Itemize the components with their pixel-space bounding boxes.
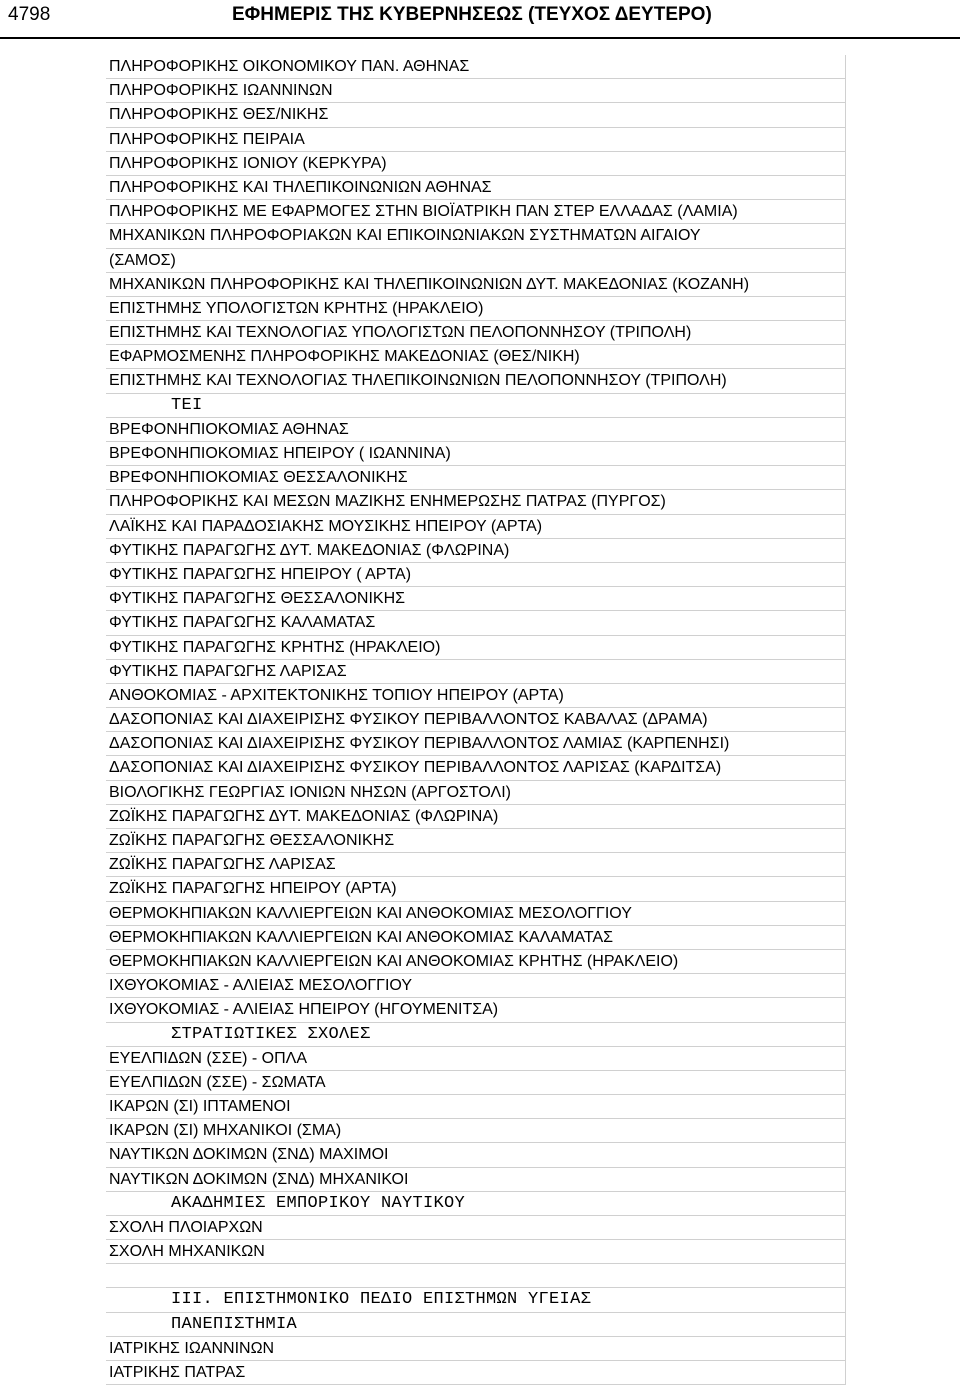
list-item: ΙΧΘΥΟΚΟΜΙΑΣ - ΑΛΙΕΙΑΣ ΜΕΣΟΛΟΓΓΙΟΥ [106, 974, 846, 998]
list-item: ΠΛΗΡΟΦΟΡΙΚΗΣ ΚΑΙ ΤΗΛΕΠΙΚΟΙΝΩΝΙΩΝ ΑΘΗΝΑΣ [106, 176, 846, 200]
list-item: ΦΥΤΙΚΗΣ ΠΑΡΑΓΩΓΗΣ ΚΡΗΤΗΣ (ΗΡΑΚΛΕΙΟ) [106, 636, 846, 660]
list-item: ΒΙΟΛΟΓΙΚΗΣ ΓΕΩΡΓΙΑΣ ΙΟΝΙΩΝ ΝΗΣΩΝ (ΑΡΓΟΣΤΟΛΙ) [106, 781, 846, 805]
list-item: ΖΩΪΚΗΣ ΠΑΡΑΓΩΓΗΣ ΔΥΤ. ΜΑΚΕΔΟΝΙΑΣ (ΦΛΩΡΙΝΑ) [106, 805, 846, 829]
list-item: ΦΥΤΙΚΗΣ ΠΑΡΑΓΩΓΗΣ ΘΕΣΣΑΛΟΝΙΚΗΣ [106, 587, 846, 611]
blank-row [106, 1264, 846, 1288]
list-item: ΕΥΕΛΠΙΔΩΝ (ΣΣΕ) - ΟΠΛΑ [106, 1047, 846, 1071]
section-heading: ΑΚΑΔΗΜΙΕΣ ΕΜΠΟΡΙΚΟΥ ΝΑΥΤΙΚΟΥ [106, 1192, 846, 1216]
list-item: ΛΑΪΚΗΣ ΚΑΙ ΠΑΡΑΔΟΣΙΑΚΗΣ ΜΟΥΣΙΚΗΣ ΗΠΕΙΡΟΥ (ΑΡΤΑ) [106, 515, 846, 539]
list-item: ΙΚΑΡΩΝ (ΣΙ) ΜΗΧΑΝΙΚΟΙ (ΣΜΑ) [106, 1119, 846, 1143]
section-heading: ΣΤΡΑΤΙΩΤΙΚΕΣ ΣΧΟΛΕΣ [106, 1023, 846, 1047]
list-item: ΙΑΤΡΙΚΗΣ ΠΑΤΡΑΣ [106, 1361, 846, 1385]
section-heading: ΠΑΝΕΠΙΣΤΗΜΙΑ [106, 1313, 846, 1337]
list-item: ΜΗΧΑΝΙΚΩΝ ΠΛΗΡΟΦΟΡΙΚΗΣ ΚΑΙ ΤΗΛΕΠΙΚΟΙΝΩΝΙΩΝ ΔΥΤ. ΜΑΚΕΔΟΝΙΑΣ (ΚΟΖΑΝΗ) [106, 273, 846, 297]
list-item: ΖΩΪΚΗΣ ΠΑΡΑΓΩΓΗΣ ΗΠΕΙΡΟΥ (ΑΡΤΑ) [106, 877, 846, 901]
list-item: ΝΑΥΤΙΚΩΝ ΔΟΚΙΜΩΝ (ΣΝΔ) ΜΗΧΑΝΙΚΟΙ [106, 1168, 846, 1192]
list-item: ΠΛΗΡΟΦΟΡΙΚΗΣ ΠΕΙΡΑΙΑ [106, 128, 846, 152]
list-item: ΔΑΣΟΠΟΝΙΑΣ ΚΑΙ ΔΙΑΧΕΙΡΙΣΗΣ ΦΥΣΙΚΟΥ ΠΕΡΙΒΑΛΛΟΝΤΟΣ ΛΑΡΙΣΑΣ (ΚΑΡΔΙΤΣΑ) [106, 756, 846, 780]
journal-title: ΕΦΗΜΕΡΙΣ ΤΗΣ ΚΥΒΕΡΝΗΣΕΩΣ (ΤΕΥΧΟΣ ΔΕΥΤΕΡΟ) [232, 4, 712, 25]
list-item: ΠΛΗΡΟΦΟΡΙΚΗΣ ΟΙΚΟΝΟΜΙΚΟΥ ΠΑΝ. ΑΘΗΝΑΣ [106, 55, 846, 79]
list-item: ΝΑΥΤΙΚΩΝ ΔΟΚΙΜΩΝ (ΣΝΔ) ΜΑΧΙΜΟΙ [106, 1143, 846, 1167]
list-item: ΘΕΡΜΟΚΗΠΙΑΚΩΝ ΚΑΛΛΙΕΡΓΕΙΩΝ ΚΑΙ ΑΝΘΟΚΟΜΙΑΣ ΚΡΗΤΗΣ (ΗΡΑΚΛΕΙΟ) [106, 950, 846, 974]
section-heading: ΙΙΙ. ΕΠΙΣΤΗΜΟΝΙΚΟ ΠΕΔΙΟ ΕΠΙΣΤΗΜΩΝ ΥΓΕΙΑΣ [106, 1288, 846, 1312]
page-header [0, 0, 960, 40]
page-number: 4798 [8, 4, 51, 25]
list-item: ΕΠΙΣΤΗΜΗΣ ΚΑΙ ΤΕΧΝΟΛΟΓΙΑΣ ΤΗΛΕΠΙΚΟΙΝΩΝΙΩΝ ΠΕΛΟΠΟΝΝΗΣΟΥ (ΤΡΙΠΟΛΗ) [106, 369, 846, 393]
list-item: ΖΩΪΚΗΣ ΠΑΡΑΓΩΓΗΣ ΛΑΡΙΣΑΣ [106, 853, 846, 877]
list-item: ΒΡΕΦΟΝΗΠΙΟΚΟΜΙΑΣ ΗΠΕΙΡΟΥ ( ΙΩΑΝΝΙΝΑ) [106, 442, 846, 466]
list-item: (ΣΑΜΟΣ) [106, 249, 846, 273]
header-divider [0, 37, 960, 39]
list-item: ΙΧΘΥΟΚΟΜΙΑΣ - ΑΛΙΕΙΑΣ ΗΠΕΙΡΟΥ (ΗΓΟΥΜΕΝΙΤΣΑ) [106, 998, 846, 1022]
department-list [106, 55, 846, 1385]
list-item: ΕΠΙΣΤΗΜΗΣ ΚΑΙ ΤΕΧΝΟΛΟΓΙΑΣ ΥΠΟΛΟΓΙΣΤΩΝ ΠΕΛΟΠΟΝΝΗΣΟΥ (ΤΡΙΠΟΛΗ) [106, 321, 846, 345]
list-item: ΣΧΟΛΗ ΠΛΟΙΑΡΧΩΝ [106, 1216, 846, 1240]
list-item: ΦΥΤΙΚΗΣ ΠΑΡΑΓΩΓΗΣ ΔΥΤ. ΜΑΚΕΔΟΝΙΑΣ (ΦΛΩΡΙΝΑ) [106, 539, 846, 563]
list-item: ΠΛΗΡΟΦΟΡΙΚΗΣ ΘΕΣ/ΝΙΚΗΣ [106, 103, 846, 127]
list-item: ΒΡΕΦΟΝΗΠΙΟΚΟΜΙΑΣ ΘΕΣΣΑΛΟΝΙΚΗΣ [106, 466, 846, 490]
list-item: ΦΥΤΙΚΗΣ ΠΑΡΑΓΩΓΗΣ ΚΑΛΑΜΑΤΑΣ [106, 611, 846, 635]
list-item: ΠΛΗΡΟΦΟΡΙΚΗΣ ΙΟΝΙΟΥ (ΚΕΡΚΥΡΑ) [106, 152, 846, 176]
list-item: ΔΑΣΟΠΟΝΙΑΣ ΚΑΙ ΔΙΑΧΕΙΡΙΣΗΣ ΦΥΣΙΚΟΥ ΠΕΡΙΒΑΛΛΟΝΤΟΣ ΚΑΒΑΛΑΣ (ΔΡΑΜΑ) [106, 708, 846, 732]
list-item: ΕΠΙΣΤΗΜΗΣ ΥΠΟΛΟΓΙΣΤΩΝ ΚΡΗΤΗΣ (ΗΡΑΚΛΕΙΟ) [106, 297, 846, 321]
list-item: ΙΚΑΡΩΝ (ΣΙ) ΙΠΤΑΜΕΝΟΙ [106, 1095, 846, 1119]
list-item: ΣΧΟΛΗ ΜΗΧΑΝΙΚΩΝ [106, 1240, 846, 1264]
section-heading: ΤΕΙ [106, 394, 846, 418]
list-item: ΔΑΣΟΠΟΝΙΑΣ ΚΑΙ ΔΙΑΧΕΙΡΙΣΗΣ ΦΥΣΙΚΟΥ ΠΕΡΙΒΑΛΛΟΝΤΟΣ ΛΑΜΙΑΣ (ΚΑΡΠΕΝΗΣΙ) [106, 732, 846, 756]
list-item: ΦΥΤΙΚΗΣ ΠΑΡΑΓΩΓΗΣ ΛΑΡΙΣΑΣ [106, 660, 846, 684]
list-item: ΠΛΗΡΟΦΟΡΙΚΗΣ ΙΩΑΝΝΙΝΩΝ [106, 79, 846, 103]
list-item: ΙΑΤΡΙΚΗΣ ΙΩΑΝΝΙΝΩΝ [106, 1337, 846, 1361]
list-item: ΠΛΗΡΟΦΟΡΙΚΗΣ ΜΕ ΕΦΑΡΜΟΓΕΣ ΣΤΗΝ ΒΙΟΪΑΤΡΙΚΗ ΠΑΝ ΣΤΕΡ ΕΛΛΑΔΑΣ (ΛΑΜΙΑ) [106, 200, 846, 224]
list-item: ΕΦΑΡΜΟΣΜΕΝΗΣ ΠΛΗΡΟΦΟΡΙΚΗΣ ΜΑΚΕΔΟΝΙΑΣ (ΘΕΣ/ΝΙΚΗ) [106, 345, 846, 369]
list-item: ΦΥΤΙΚΗΣ ΠΑΡΑΓΩΓΗΣ ΗΠΕΙΡΟΥ ( ΑΡΤΑ) [106, 563, 846, 587]
list-item: ΑΝΘΟΚΟΜΙΑΣ - ΑΡΧΙΤΕΚΤΟΝΙΚΗΣ ΤΟΠΙΟΥ ΗΠΕΙΡΟΥ (ΑΡΤΑ) [106, 684, 846, 708]
list-item: ΒΡΕΦΟΝΗΠΙΟΚΟΜΙΑΣ ΑΘΗΝΑΣ [106, 418, 846, 442]
list-item: ΜΗΧΑΝΙΚΩΝ ΠΛΗΡΟΦΟΡΙΑΚΩΝ ΚΑΙ ΕΠΙΚΟΙΝΩΝΙΑΚΩΝ ΣΥΣΤΗΜΑΤΩΝ ΑΙΓΑΙΟΥ [106, 224, 846, 248]
list-item: ΕΥΕΛΠΙΔΩΝ (ΣΣΕ) - ΣΩΜΑΤΑ [106, 1071, 846, 1095]
list-item: ΠΛΗΡΟΦΟΡΙΚΗΣ ΚΑΙ ΜΕΣΩΝ ΜΑΖΙΚΗΣ ΕΝΗΜΕΡΩΣΗΣ ΠΑΤΡΑΣ (ΠΥΡΓΟΣ) [106, 490, 846, 514]
list-item: ΘΕΡΜΟΚΗΠΙΑΚΩΝ ΚΑΛΛΙΕΡΓΕΙΩΝ ΚΑΙ ΑΝΘΟΚΟΜΙΑΣ ΜΕΣΟΛΟΓΓΙΟΥ [106, 902, 846, 926]
list-item: ΘΕΡΜΟΚΗΠΙΑΚΩΝ ΚΑΛΛΙΕΡΓΕΙΩΝ ΚΑΙ ΑΝΘΟΚΟΜΙΑΣ ΚΑΛΑΜΑΤΑΣ [106, 926, 846, 950]
list-item: ΖΩΪΚΗΣ ΠΑΡΑΓΩΓΗΣ ΘΕΣΣΑΛΟΝΙΚΗΣ [106, 829, 846, 853]
